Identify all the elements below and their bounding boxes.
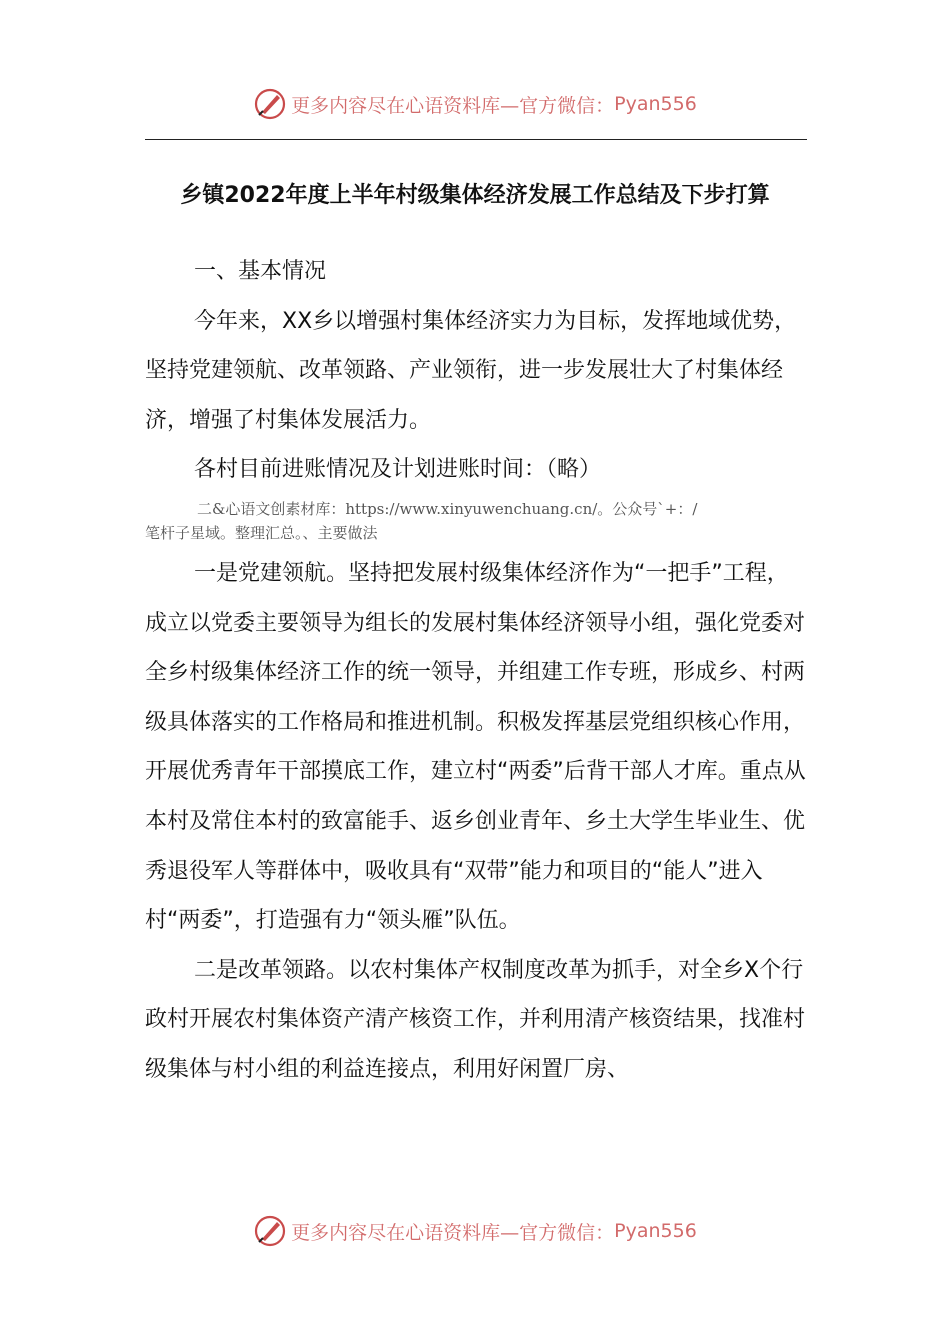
paragraph-overview: 今年来，XX乡以增强村集体经济实力为目标，发挥地域优势，坚持党建领航、改革领路、产业领衔，进一步发展壮大了村集体经济，增强了村集体发展活力。 (145, 308, 797, 433)
paragraph-reform: 二是改革领路。以农村集体产权制度改革为抓手，对全乡X个行政村开展农村集体资产清产核资工作，并利用清产核资结果，找准村级集体与村小组的利益连接点，利用好闲置厂房、 (145, 957, 806, 1082)
header-banner (0, 84, 950, 124)
watermark-note-line2: 笔杆子星域。整理汇总。、主要做法 (145, 523, 378, 542)
watermark-note (145, 497, 807, 545)
header-divider (145, 139, 807, 140)
paragraph-party-building: 一是党建领航。坚持把发展村级集体经济作为“一把手”工程，成立以党委主要领导为组长的发展村集体经济领导小组，强化党委对全乡村级集体经济工作的统一领导，并组建工作专班，形成乡、村两级具体落实的工作格局和推进机制。积极发挥基层党组织核心作用，开展优秀青年干部摸底工作，建立村“两委”后背干部人才库。重点从本村及常住本村的致富能手、返乡创业青年、乡土大学生毕业生、优秀退役军人等群体中，吸收具有“双带”能力和项目的“能人”进入村“两委”，打造强有力“领头雁”队伍。 (145, 560, 806, 934)
header-banner-text: 更多内容尽在心语资料库—官方微信： (291, 94, 615, 117)
document-body (145, 247, 807, 1095)
watermark-note-line1: 二&心语文创素材库：https://www.xinyuwenchuang.cn/。公众号`+：/ (197, 499, 698, 518)
footer-banner (0, 1211, 950, 1251)
quill-pen-icon (253, 87, 287, 121)
header-wechat-id: Pyan556 (614, 93, 697, 115)
document-title: 乡镇2022年度上半年村级集体经济发展工作总结及下步打算 (180, 183, 770, 208)
footer-banner-text: 更多内容尽在心语资料库—官方微信： (291, 1221, 615, 1244)
paragraph-accounts: 各村目前进账情况及计划进账时间：（略） (194, 457, 602, 483)
footer-wechat-id: Pyan556 (614, 1220, 697, 1242)
quill-pen-icon (253, 1214, 287, 1248)
section-heading-basic: 一、基本情况 (194, 259, 327, 284)
